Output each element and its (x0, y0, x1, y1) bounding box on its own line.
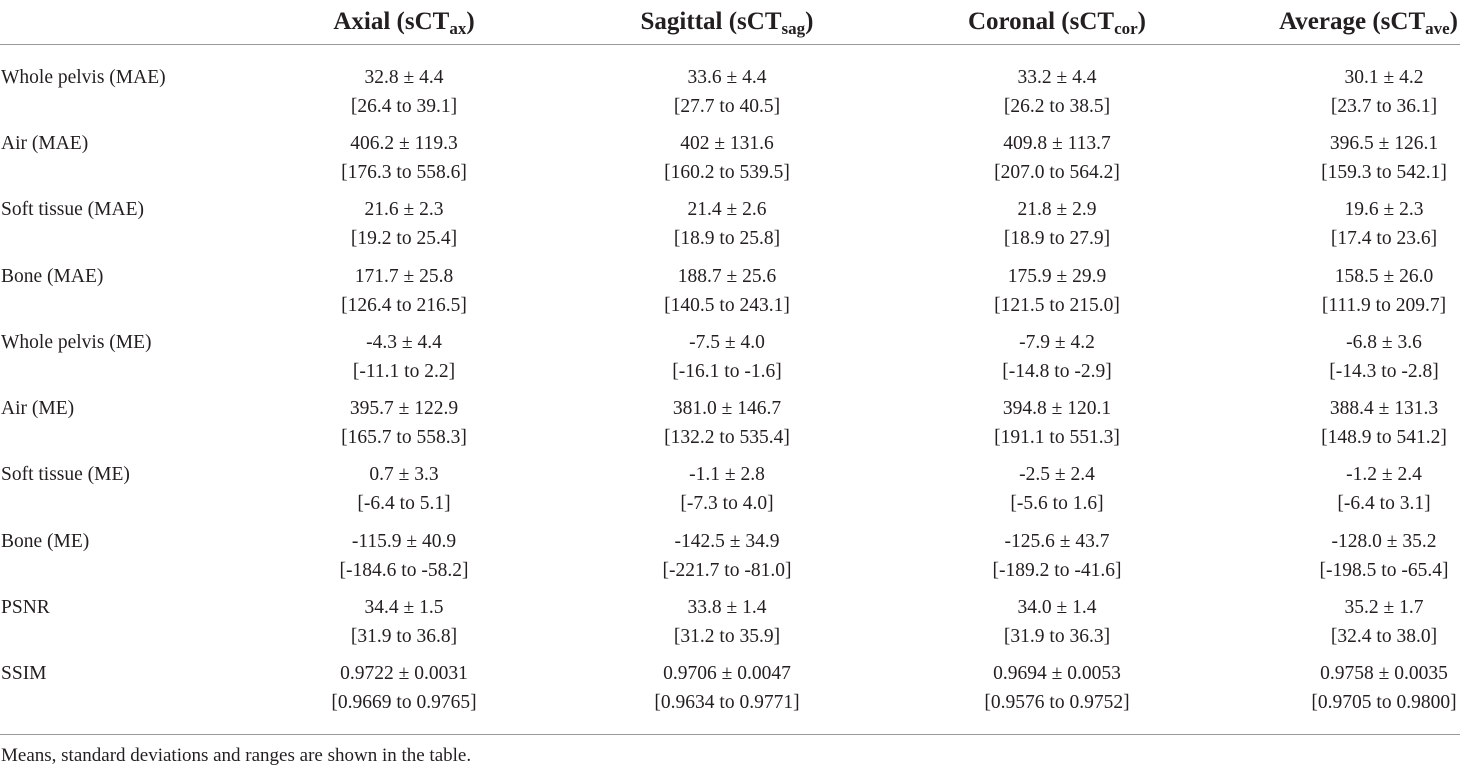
cell-range: [-11.1 to 2.2] (352, 360, 456, 382)
row-label: Air (MAE) (1, 133, 89, 154)
cell-range: [0.9634 to 0.9771] (654, 692, 800, 714)
cell-range: [-16.1 to -1.6] (672, 360, 782, 382)
cell-range: [17.4 to 23.6] (1330, 228, 1438, 250)
row-label: Soft tissue (ME) (1, 464, 130, 486)
row-label: Whole pelvis (MAE) (1, 67, 166, 88)
table-cell (558, 129, 876, 195)
cell-range: [207.0 to 564.2] (994, 162, 1120, 183)
cell-mean-sd: 30.1 ± 4.2 (1344, 67, 1424, 88)
table-cell (230, 328, 558, 394)
cell-mean-sd: 35.2 ± 1.7 (1344, 597, 1424, 619)
table-row (0, 45, 1460, 130)
cell-mean-sd: 188.7 ± 25.6 (677, 265, 777, 287)
cell-mean-sd: 175.9 ± 29.9 (1007, 265, 1107, 287)
cell-mean-sd: 0.9694 ± 0.0053 (993, 663, 1121, 685)
table-cell (558, 593, 876, 659)
table-cell (558, 527, 876, 593)
table-cell (558, 195, 876, 261)
header-average: Average (sCT$_{ave}$) (1208, 0, 1460, 45)
cell-range: [0.9669 to 0.9765] (331, 692, 477, 714)
cell-range: [159.3 to 542.1] (1321, 162, 1447, 183)
table-cell (558, 394, 876, 460)
table-cell (230, 659, 558, 725)
cell-range: [121.5 to 215.0] (994, 294, 1120, 316)
table-cell (1208, 262, 1460, 328)
cell-mean-sd: 21.8 ± 2.9 (1017, 199, 1097, 221)
row-label: Whole pelvis (ME) (1, 331, 152, 353)
cell-range: [191.1 to 551.3] (994, 427, 1120, 449)
cell-range: [-5.6 to 1.6] (1010, 493, 1104, 515)
cell-range: [18.9 to 25.8] (673, 228, 781, 250)
table-row (0, 659, 1460, 725)
cell-range: [140.5 to 243.1] (664, 294, 790, 316)
table-cell (1208, 659, 1460, 725)
table-bottom-rule (0, 734, 1460, 735)
cell-mean-sd: -6.8 ± 3.6 (1346, 331, 1422, 353)
table-cell (1208, 45, 1460, 130)
table-cell (876, 394, 1208, 460)
table-cell (876, 593, 1208, 659)
table-cell (558, 262, 876, 328)
table-cell (230, 45, 558, 130)
table-cell (876, 45, 1208, 130)
cell-range: [-6.4 to 3.1] (1337, 493, 1431, 515)
cell-range: [160.2 to 539.5] (664, 162, 790, 183)
table-row (0, 527, 1460, 593)
header-axial: Axial (sCT$_{ax}$) (230, 0, 558, 45)
cell-range: [148.9 to 541.2] (1321, 427, 1447, 449)
row-label: Air (ME) (1, 398, 75, 420)
table-cell (230, 593, 558, 659)
cell-mean-sd: 171.7 ± 25.8 (354, 265, 454, 287)
table-cell (1208, 129, 1460, 195)
cell-range: [-184.6 to -58.2] (339, 559, 469, 581)
table-row (0, 593, 1460, 659)
table-cell (1208, 195, 1460, 261)
table-row (0, 129, 1460, 195)
table-cell (876, 262, 1208, 328)
cell-mean-sd: 395.7 ± 122.9 (349, 398, 459, 420)
cell-mean-sd: 34.0 ± 1.4 (1017, 597, 1097, 619)
table-row (0, 262, 1460, 328)
table-row (0, 328, 1460, 394)
cell-range: [19.2 to 25.4] (350, 228, 458, 250)
table-cell (876, 328, 1208, 394)
row-label: SSIM (1, 663, 47, 685)
table-row (0, 460, 1460, 526)
cell-range: [32.4 to 38.0] (1330, 626, 1438, 648)
cell-range: [27.7 to 40.5] (673, 96, 781, 117)
cell-mean-sd: 21.6 ± 2.3 (364, 199, 444, 221)
cell-range: [31.9 to 36.8] (350, 626, 458, 648)
cell-mean-sd: -4.3 ± 4.4 (366, 331, 442, 353)
row-label: Bone (ME) (1, 530, 90, 552)
header-blank (0, 0, 230, 45)
cell-range: [132.2 to 535.4] (664, 427, 790, 449)
cell-mean-sd: -2.5 ± 2.4 (1019, 464, 1095, 486)
table-cell (876, 129, 1208, 195)
cell-mean-sd: 32.8 ± 4.4 (364, 67, 444, 88)
cell-mean-sd: -1.1 ± 2.8 (689, 464, 765, 486)
table-cell (1208, 394, 1460, 460)
cell-range: [26.2 to 38.5] (1003, 96, 1111, 117)
table-row (0, 394, 1460, 460)
cell-mean-sd: -7.5 ± 4.0 (689, 331, 765, 353)
table-cell (230, 262, 558, 328)
cell-range: [-189.2 to -41.6] (992, 559, 1122, 581)
table-cell (558, 328, 876, 394)
cell-range: [31.9 to 36.3] (1003, 626, 1111, 648)
cell-mean-sd: 396.5 ± 126.1 (1329, 133, 1439, 154)
cell-mean-sd: 0.9758 ± 0.0035 (1320, 663, 1448, 685)
cell-mean-sd: 158.5 ± 26.0 (1334, 265, 1434, 287)
table-cell (876, 460, 1208, 526)
table-cell (558, 659, 876, 725)
row-label: Soft tissue (MAE) (1, 199, 144, 221)
cell-mean-sd: 394.8 ± 120.1 (1002, 398, 1112, 420)
table-cell (230, 527, 558, 593)
cell-range: [126.4 to 216.5] (341, 294, 467, 316)
table-cell (230, 460, 558, 526)
table-cell (1208, 593, 1460, 659)
table-cell (876, 659, 1208, 725)
header-row (0, 0, 1460, 45)
cell-range: [0.9705 to 0.9800] (1311, 692, 1457, 714)
header-coronal: Coronal (sCT$_{cor}$) (876, 0, 1208, 45)
cell-range: [165.7 to 558.3] (341, 427, 467, 449)
cell-range: [-198.5 to -65.4] (1319, 559, 1449, 581)
cell-mean-sd: 406.2 ± 119.3 (350, 133, 458, 154)
cell-range: [31.2 to 35.9] (673, 626, 781, 648)
table-cell (230, 394, 558, 460)
cell-range: [26.4 to 39.1] (350, 96, 458, 117)
table-cell (230, 129, 558, 195)
cell-mean-sd: 0.9722 ± 0.0031 (340, 663, 468, 685)
cell-range: [176.3 to 558.6] (341, 162, 467, 183)
table-footnote: Means, standard deviations and ranges are shown in the table. (1, 745, 472, 766)
cell-mean-sd: 33.8 ± 1.4 (687, 597, 767, 619)
cell-range: [18.9 to 27.9] (1003, 228, 1111, 250)
row-label: Bone (MAE) (1, 265, 104, 287)
cell-mean-sd: 34.4 ± 1.5 (364, 597, 444, 619)
table-cell (230, 195, 558, 261)
cell-mean-sd: -142.5 ± 34.9 (674, 530, 780, 552)
cell-range: [-6.4 to 5.1] (357, 493, 451, 515)
table-cell (876, 195, 1208, 261)
cell-range: [111.9 to 209.7] (1321, 294, 1447, 316)
cell-mean-sd: -7.9 ± 4.2 (1019, 331, 1095, 353)
table-cell (558, 460, 876, 526)
cell-mean-sd: 0.9706 ± 0.0047 (663, 663, 791, 685)
cell-mean-sd: 381.0 ± 146.7 (672, 398, 782, 420)
row-label: PSNR (1, 597, 50, 619)
cell-mean-sd: -115.9 ± 40.9 (351, 530, 457, 552)
cell-mean-sd: 19.6 ± 2.3 (1344, 199, 1424, 221)
table-cell (1208, 328, 1460, 394)
cell-range: [-7.3 to 4.0] (680, 493, 774, 515)
cell-range: [-14.3 to -2.8] (1329, 360, 1439, 382)
table-cell (876, 527, 1208, 593)
cell-mean-sd: 0.7 ± 3.3 (369, 464, 439, 486)
cell-range: [-14.8 to -2.9] (1002, 360, 1112, 382)
cell-mean-sd: 21.4 ± 2.6 (687, 199, 767, 221)
cell-mean-sd: -128.0 ± 35.2 (1331, 530, 1437, 552)
table-cell (1208, 460, 1460, 526)
cell-mean-sd: 33.2 ± 4.4 (1017, 67, 1097, 88)
table-row (0, 195, 1460, 261)
cell-mean-sd: 388.4 ± 131.3 (1329, 398, 1439, 420)
cell-range: [23.7 to 36.1] (1330, 96, 1438, 117)
cell-mean-sd: 402 ± 131.6 (680, 133, 774, 154)
table-cell (1208, 527, 1460, 593)
table-cell (558, 45, 876, 130)
cell-mean-sd: -1.2 ± 2.4 (1346, 464, 1422, 486)
cell-mean-sd: 409.8 ± 113.7 (1003, 133, 1111, 154)
cell-range: [-221.7 to -81.0] (662, 559, 792, 581)
cell-mean-sd: 33.6 ± 4.4 (687, 67, 767, 88)
cell-mean-sd: -125.6 ± 43.7 (1004, 530, 1110, 552)
header-sagittal: Sagittal (sCT$_{sag}$) (558, 0, 876, 45)
cell-range: [0.9576 to 0.9752] (984, 692, 1130, 714)
